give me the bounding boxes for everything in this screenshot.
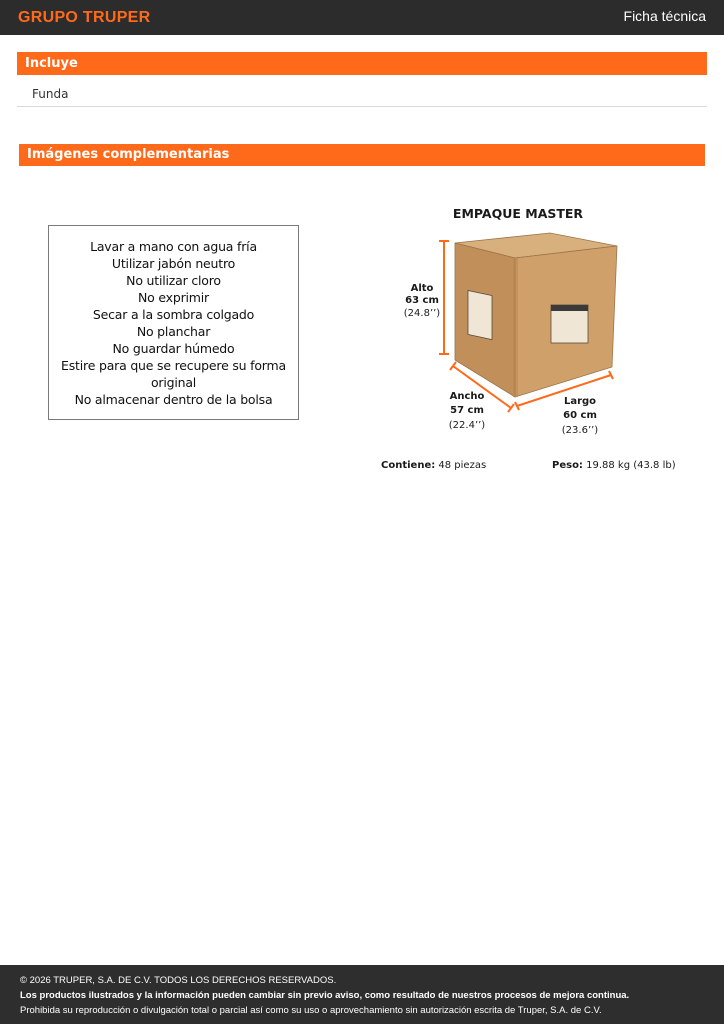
document-type: Ficha técnica [623, 8, 706, 24]
ancho-cm: 57 cm [450, 405, 484, 416]
alto-cm: 63 cm [405, 295, 439, 306]
contents-line [381, 460, 486, 471]
includes-item: Funda [32, 87, 69, 101]
weight-label: Peso: [552, 460, 583, 471]
care-line: No utilizar cloro [126, 272, 221, 288]
care-line: Utilizar jabón neutro [111, 255, 236, 271]
care-line: Estire para que se recupere su forma [61, 357, 286, 373]
ancho-in: (22.4’’) [448, 420, 486, 431]
section-images-title: Imágenes complementarias [19, 144, 705, 166]
master-pack-figure [370, 195, 690, 480]
weight-value: 19.88 kg (43.8 lb) [586, 460, 676, 471]
ancho-label: Ancho [449, 391, 485, 402]
care-line: original [150, 374, 197, 390]
care-line: No exprimir [138, 289, 209, 305]
care-instructions-box [48, 225, 299, 420]
largo-in: (23.6’’) [561, 425, 599, 436]
truper-logo: GRUPO TRUPER [18, 9, 151, 26]
care-line: No almacenar dentro de la bolsa [74, 391, 273, 407]
largo-cm: 60 cm [563, 410, 597, 421]
contents-label: Contiene: [381, 460, 436, 471]
largo-label: Largo [563, 396, 597, 407]
alto-in: (24.8’’) [403, 308, 441, 319]
copyright-text: © 2026 TRUPER, S.A. DE C.V. TODOS LOS DERECHOS RESERVADOS. [20, 975, 337, 986]
section-includes-title: Incluye [17, 52, 707, 75]
footer [0, 965, 724, 1024]
disclaimer-text: Los productos ilustrados y la información pueden cambiar sin previo aviso, como resultado de nuestros procesos de mejora continua. [20, 990, 630, 1001]
care-line: No guardar húmedo [112, 340, 235, 356]
weight-line [552, 460, 676, 471]
care-line: Secar a la sombra colgado [92, 306, 255, 322]
contents-value: 48 piezas [438, 460, 487, 471]
divider [17, 106, 707, 107]
master-pack-title: EMPAQUE MASTER [452, 206, 584, 221]
cardboard-box-image [455, 233, 617, 397]
top-bar [0, 0, 724, 35]
care-line: No planchar [136, 323, 211, 339]
alto-label: Alto [410, 283, 434, 294]
care-line: Lavar a mano con agua fría [90, 238, 257, 254]
prohibition-text: Prohibida su reproducción o divulgación total o parcial así como su uso o aprovechamiento sin autorización escrita de Truper, S.A. de C.V. [20, 1005, 602, 1016]
